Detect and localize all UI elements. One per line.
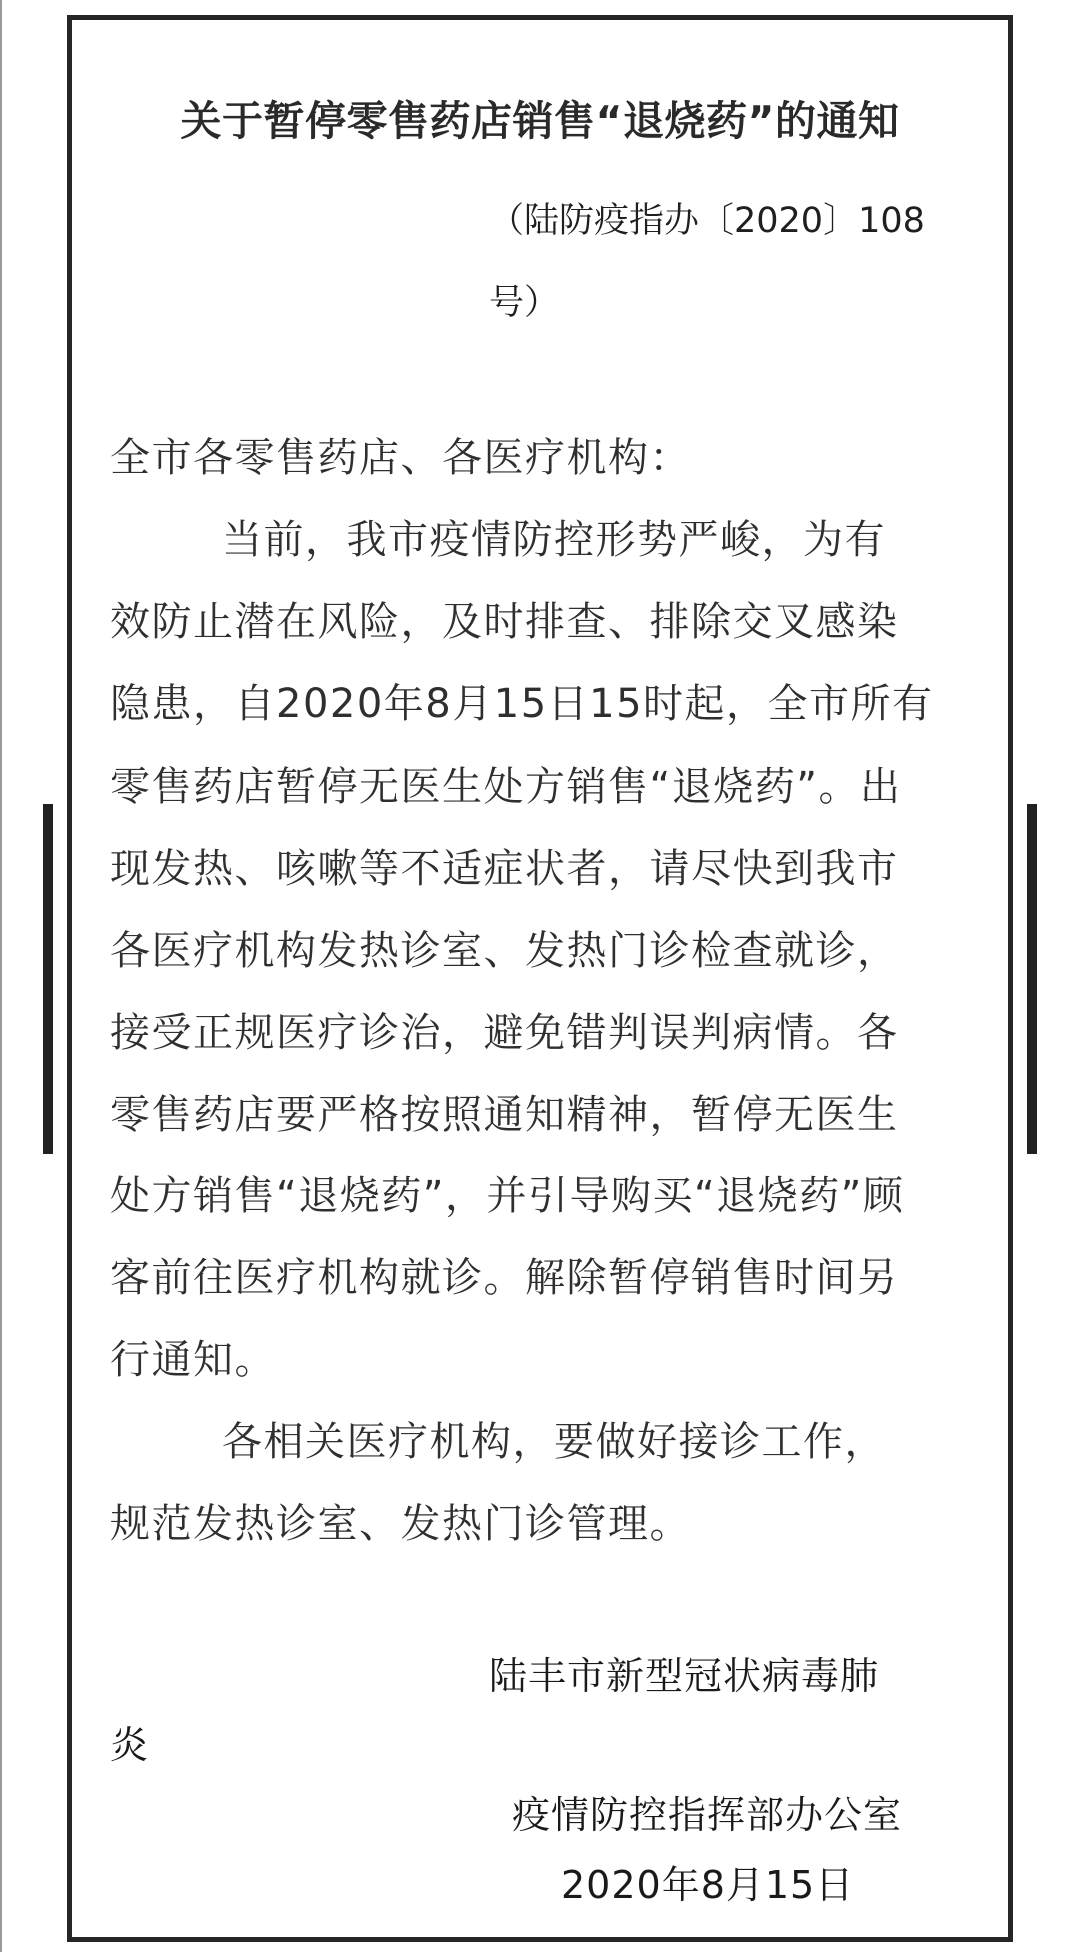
issuer-line-2: 炎	[110, 1723, 150, 1767]
paragraph-2-line: 规范发热诊室、发热门诊管理。	[110, 1501, 691, 1547]
paragraph-1-line: 零售药店要严格按照通知精神，暂停无医生	[110, 1092, 899, 1138]
paragraph-1-line: 零售药店暂停无医生处方销售“退烧药”。出	[110, 764, 902, 810]
paragraph-1-line: 效防止潜在风险，及时排查、排除交叉感染	[110, 599, 899, 645]
doc-number-line-1: （陆防疫指办〔2020〕108	[489, 201, 925, 241]
paragraph-1-line: 各医疗机构发热诊室、发热门诊检查就诊，	[110, 928, 899, 974]
left-edge-line	[0, 0, 2, 1952]
issuer-line-1: 陆丰市新型冠状病毒肺	[489, 1654, 880, 1698]
paragraph-1-line: 现发热、咳嗽等不适症状者，请尽快到我市	[110, 846, 899, 892]
paragraph-1-line: 隐患，自2020年8月15日15时起，全市所有	[110, 681, 934, 727]
paragraph-1-line: 当前，我市疫情防控形势严峻，为有	[222, 517, 886, 563]
paragraph-2-line: 各相关医疗机构，要做好接诊工作，	[222, 1419, 886, 1465]
left-scroll-bar	[43, 804, 53, 1154]
salutation: 全市各零售药店、各医疗机构：	[110, 435, 691, 481]
paragraph-1-line: 接受正规医疗诊治，避免错判误判病情。各	[110, 1010, 899, 1056]
paragraph-1-line: 客前往医疗机构就诊。解除暂停销售时间另	[110, 1255, 899, 1301]
paragraph-1-line: 处方销售“退烧药”，并引导购买“退烧药”顾	[110, 1173, 905, 1219]
right-scroll-bar	[1027, 804, 1037, 1154]
document-title: 关于暂停零售药店销售“退烧药”的通知	[180, 97, 900, 145]
paragraph-1-line: 行通知。	[110, 1337, 276, 1383]
doc-number-line-2: 号）	[489, 283, 560, 323]
issue-date: 2020年8月15日	[561, 1863, 855, 1907]
issuer-line-3: 疫情防控指挥部办公室	[512, 1793, 903, 1837]
